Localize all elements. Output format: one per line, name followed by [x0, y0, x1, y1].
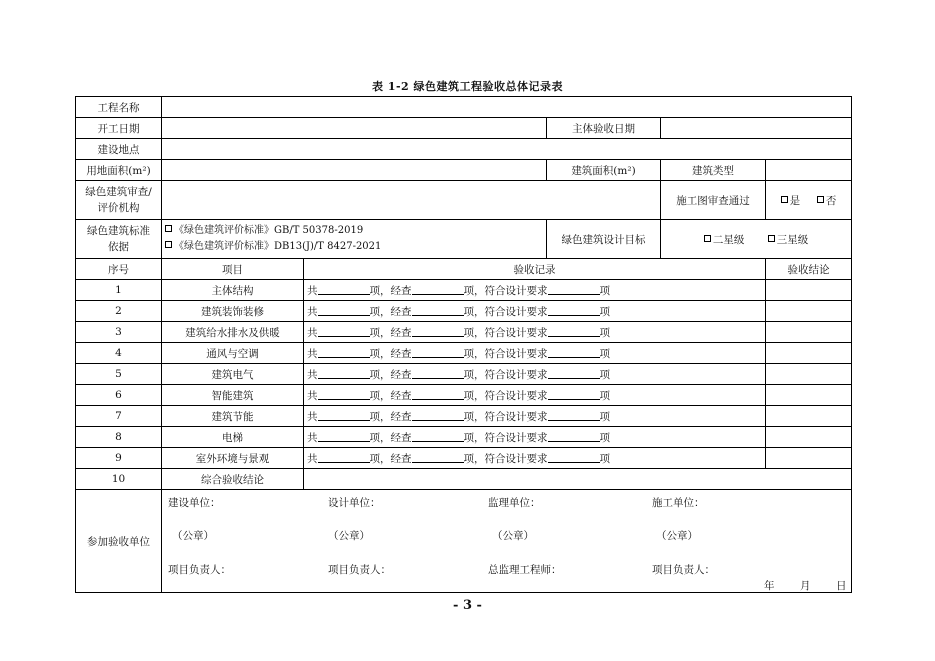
- blank-total[interactable]: [318, 326, 370, 337]
- record-comply-text: 项，符合设计要求: [463, 305, 548, 318]
- person-supervision-label: 总监理工程师：: [488, 564, 562, 576]
- record-end-text: 项: [599, 431, 610, 444]
- header-conclusion: 验收结论: [766, 259, 852, 280]
- person-design-label: 项目负责人：: [328, 564, 391, 576]
- row-item: 建筑节能: [162, 406, 304, 427]
- drawing-review-label: 施工图审查通过: [661, 181, 766, 220]
- row-review-org: [76, 181, 852, 220]
- blank-total[interactable]: [318, 368, 370, 379]
- record-checked-text: 项，经查: [369, 284, 412, 297]
- row-item: 电梯: [162, 427, 304, 448]
- review-org-label-line1: 绿色建筑审查/: [85, 186, 152, 198]
- header-seq: 序号: [76, 259, 162, 280]
- row-item: 主体结构: [162, 280, 304, 301]
- seal-contractor: （公章）: [656, 530, 698, 542]
- seal-design: （公章）: [328, 530, 370, 542]
- review-org-field[interactable]: [162, 181, 661, 220]
- blank-checked[interactable]: [412, 389, 464, 400]
- row-record: [304, 448, 766, 469]
- row-item: 建筑装饰装修: [162, 301, 304, 322]
- table-row: [76, 406, 852, 427]
- blank-checked[interactable]: [412, 410, 464, 421]
- land-area-label: 用地面积(m²): [76, 160, 162, 181]
- site-label: 建设地点: [76, 139, 162, 160]
- record-comply-text: 项，符合设计要求: [463, 452, 548, 465]
- record-comply-text: 项，符合设计要求: [463, 326, 548, 339]
- record-comply-text: 项，符合设计要求: [463, 347, 548, 360]
- row-record: [304, 406, 766, 427]
- date-day: 日: [836, 580, 847, 592]
- record-total-text: 共: [307, 431, 318, 444]
- checkbox-yes[interactable]: [781, 196, 788, 203]
- row-seq: 2: [76, 301, 162, 322]
- blank-comply[interactable]: [548, 305, 600, 316]
- standard-basis-label: [76, 220, 162, 259]
- yes-label: 是: [789, 194, 801, 207]
- table-row: [76, 448, 852, 469]
- blank-total[interactable]: [318, 431, 370, 442]
- record-checked-text: 项，经查: [369, 431, 412, 444]
- header-item: 项目: [162, 259, 304, 280]
- checkbox-standard-2[interactable]: [165, 241, 172, 248]
- record-checked-text: 项，经查: [369, 389, 412, 402]
- row-item: 通风与空调: [162, 343, 304, 364]
- blank-comply[interactable]: [548, 431, 600, 442]
- row-record: [304, 385, 766, 406]
- record-total-text: 共: [307, 410, 318, 423]
- standard-1-label: 《绿色建筑评价标准》GB/T 50378-2019: [174, 225, 364, 236]
- blank-checked[interactable]: [412, 368, 464, 379]
- record-checked-text: 项，经查: [369, 305, 412, 318]
- record-total-text: 共: [307, 284, 318, 297]
- site-field[interactable]: [162, 139, 852, 160]
- row-participants: [76, 490, 852, 593]
- row-standard: [76, 220, 852, 259]
- row-item: 建筑电气: [162, 364, 304, 385]
- blank-total[interactable]: [318, 410, 370, 421]
- record-end-text: 项: [599, 347, 610, 360]
- record-end-text: 项: [599, 305, 610, 318]
- building-type-label: 建筑类型: [661, 160, 766, 181]
- standard-basis-line2: 依据: [108, 241, 129, 253]
- table-row: [76, 364, 852, 385]
- blank-checked[interactable]: [412, 347, 464, 358]
- row-seq: 6: [76, 385, 162, 406]
- drawing-review-options: [766, 181, 852, 220]
- table-row: [76, 385, 852, 406]
- checkbox-standard-1[interactable]: [165, 225, 172, 232]
- acceptance-record-table: [75, 96, 852, 593]
- row-project-name: [76, 97, 852, 118]
- row-record: [304, 301, 766, 322]
- record-end-text: 项: [599, 389, 610, 402]
- record-comply-text: 项，符合设计要求: [463, 284, 548, 297]
- standard-options: [162, 220, 547, 259]
- record-end-text: 项: [599, 284, 610, 297]
- record-comply-text: 项，符合设计要求: [463, 389, 548, 402]
- unit-supervision-label: 监理单位：: [488, 497, 541, 509]
- row-record: [304, 427, 766, 448]
- row-record: [304, 322, 766, 343]
- record-end-text: 项: [599, 452, 610, 465]
- person-construction-label: 项目负责人：: [168, 564, 231, 576]
- final-conclusion-field[interactable]: [304, 469, 852, 490]
- record-checked-text: 项，经查: [369, 347, 412, 360]
- row-item: 建筑给水排水及供暖: [162, 322, 304, 343]
- row-conclusion[interactable]: [766, 343, 852, 364]
- table-row: [76, 280, 852, 301]
- unit-construction-label: 建设单位：: [168, 497, 221, 509]
- no-label: 否: [825, 194, 837, 207]
- row-record: [304, 343, 766, 364]
- blank-checked[interactable]: [412, 305, 464, 316]
- blank-checked[interactable]: [412, 452, 464, 463]
- review-org-label-line2: 评价机构: [97, 202, 140, 214]
- row-seq: 1: [76, 280, 162, 301]
- row-site: [76, 139, 852, 160]
- row-conclusion[interactable]: [766, 427, 852, 448]
- main-acceptance-date-label: 主体验收日期: [547, 118, 661, 139]
- date-year: 年: [764, 580, 775, 592]
- page-title: 表 1-2 绿色建筑工程验收总体记录表: [371, 80, 564, 93]
- seal-supervision: （公章）: [492, 530, 534, 542]
- record-comply-text: 项，符合设计要求: [463, 368, 548, 381]
- record-end-text: 项: [599, 368, 610, 381]
- blank-comply[interactable]: [548, 326, 600, 337]
- row-conclusion[interactable]: [766, 448, 852, 469]
- row-table-header: [76, 259, 852, 280]
- person-contractor-label: 项目负责人：: [652, 564, 715, 576]
- table-row: [76, 301, 852, 322]
- blank-total[interactable]: [318, 347, 370, 358]
- row-item: 智能建筑: [162, 385, 304, 406]
- row-seq: 5: [76, 364, 162, 385]
- main-acceptance-date-field[interactable]: [661, 118, 852, 139]
- row-conclusion[interactable]: [766, 364, 852, 385]
- two-star-label: 二星级: [712, 233, 745, 246]
- table-row: [76, 322, 852, 343]
- blank-checked[interactable]: [412, 284, 464, 295]
- checkbox-no[interactable]: [817, 196, 824, 203]
- row-seq: 4: [76, 343, 162, 364]
- blank-total[interactable]: [318, 284, 370, 295]
- record-checked-text: 项，经查: [369, 368, 412, 381]
- blank-checked[interactable]: [412, 431, 464, 442]
- row-conclusion[interactable]: [766, 301, 852, 322]
- page-number: - 3 -: [453, 598, 482, 613]
- design-target-options: [661, 220, 852, 259]
- record-checked-text: 项，经查: [369, 326, 412, 339]
- record-end-text: 项: [599, 326, 610, 339]
- blank-comply[interactable]: [548, 452, 600, 463]
- row-seq: 8: [76, 427, 162, 448]
- record-comply-text: 项，符合设计要求: [463, 410, 548, 423]
- table-row: [76, 343, 852, 364]
- start-date-field[interactable]: [162, 118, 547, 139]
- blank-comply[interactable]: [548, 347, 600, 358]
- record-checked-text: 项，经查: [369, 410, 412, 423]
- row-seq: 9: [76, 448, 162, 469]
- row-seq: 7: [76, 406, 162, 427]
- row-record: [304, 280, 766, 301]
- land-area-field[interactable]: [162, 160, 547, 181]
- building-type-field[interactable]: [766, 160, 852, 181]
- participants-area: [162, 490, 852, 593]
- three-star-label: 三星级: [776, 233, 809, 246]
- row-item: 室外环境与景观: [162, 448, 304, 469]
- record-checked-text: 项，经查: [369, 452, 412, 465]
- blank-comply[interactable]: [548, 368, 600, 379]
- date-month: 月: [800, 580, 811, 592]
- record-total-text: 共: [307, 305, 318, 318]
- header-record: 验收记录: [304, 259, 766, 280]
- seal-construction: （公章）: [172, 530, 214, 542]
- record-total-text: 共: [307, 326, 318, 339]
- final-seq: 10: [76, 469, 162, 490]
- row-final-conclusion: [76, 469, 852, 490]
- record-total-text: 共: [307, 452, 318, 465]
- standard-2-label: 《绿色建筑评价标准》DB13(J)/T 8427-2021: [174, 241, 382, 252]
- standard-basis-line1: 绿色建筑标准: [87, 225, 150, 237]
- project-name-label: 工程名称: [76, 97, 162, 118]
- checkbox-two-star[interactable]: [704, 235, 711, 242]
- blank-total[interactable]: [318, 452, 370, 463]
- record-end-text: 项: [599, 410, 610, 423]
- blank-comply[interactable]: [548, 410, 600, 421]
- review-org-label: [76, 181, 162, 220]
- record-total-text: 共: [307, 347, 318, 360]
- row-conclusion[interactable]: [766, 406, 852, 427]
- design-target-label: 绿色建筑设计目标: [547, 220, 661, 259]
- row-start-date: [76, 118, 852, 139]
- blank-total[interactable]: [318, 389, 370, 400]
- record-comply-text: 项，符合设计要求: [463, 431, 548, 444]
- final-item: 综合验收结论: [162, 469, 304, 490]
- building-area-label: 建筑面积(m²): [547, 160, 661, 181]
- project-name-field[interactable]: [162, 97, 852, 118]
- row-seq: 3: [76, 322, 162, 343]
- row-conclusion[interactable]: [766, 322, 852, 343]
- table-row: [76, 427, 852, 448]
- checkbox-three-star[interactable]: [768, 235, 775, 242]
- record-total-text: 共: [307, 368, 318, 381]
- blank-total[interactable]: [318, 305, 370, 316]
- unit-design-label: 设计单位：: [328, 497, 381, 509]
- blank-comply[interactable]: [548, 284, 600, 295]
- participants-label: 参加验收单位: [76, 490, 162, 593]
- row-conclusion[interactable]: [766, 385, 852, 406]
- blank-checked[interactable]: [412, 326, 464, 337]
- row-area: [76, 160, 852, 181]
- unit-contractor-label: 施工单位：: [652, 497, 705, 509]
- row-conclusion[interactable]: [766, 280, 852, 301]
- start-date-label: 开工日期: [76, 118, 162, 139]
- blank-comply[interactable]: [548, 389, 600, 400]
- row-record: [304, 364, 766, 385]
- record-total-text: 共: [307, 389, 318, 402]
